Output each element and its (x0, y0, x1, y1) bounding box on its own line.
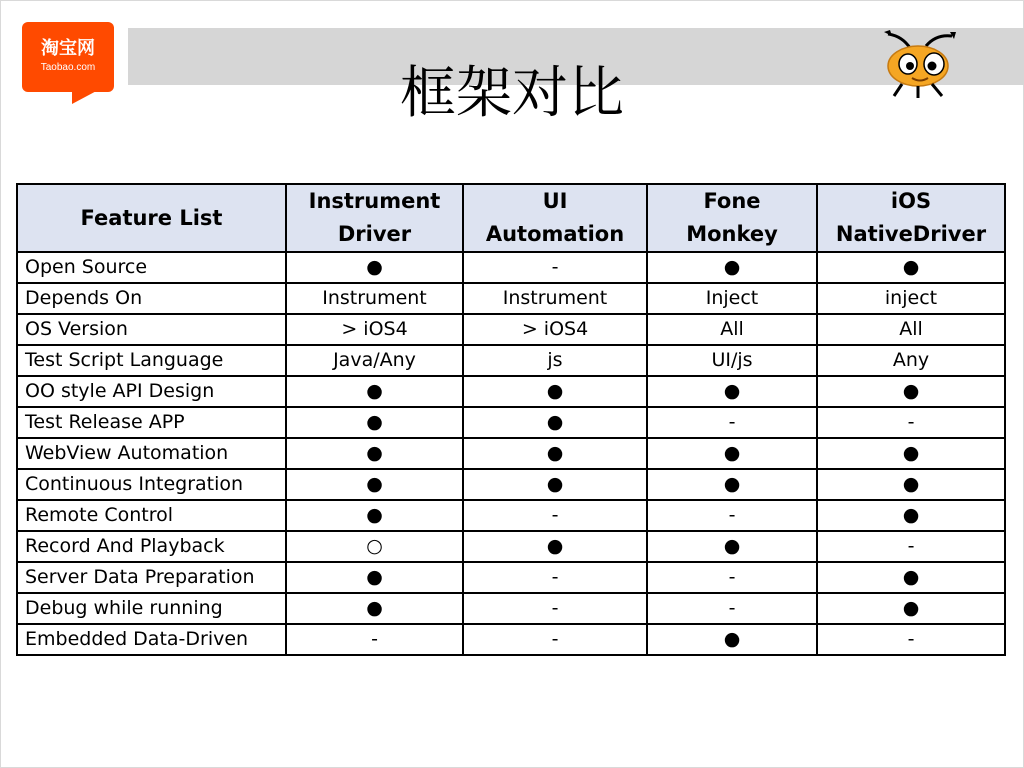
value-cell: ● (286, 407, 463, 438)
value-cell: ● (817, 252, 1005, 283)
column-header-line1: Fone (703, 189, 761, 213)
feature-cell: OS Version (17, 314, 286, 345)
column-header-feature-list (17, 184, 286, 252)
value-cell: - (817, 624, 1005, 655)
table-row (17, 252, 1005, 283)
logo-chinese-text: 淘宝网 (41, 38, 95, 59)
value-cell: ● (286, 593, 463, 624)
value-cell: ○ (286, 531, 463, 562)
value-cell: ● (286, 376, 463, 407)
feature-cell: Remote Control (17, 500, 286, 531)
table-row (17, 593, 1005, 624)
table-row (17, 531, 1005, 562)
value-cell: ● (286, 438, 463, 469)
value-cell: - (463, 624, 647, 655)
value-cell: - (463, 252, 647, 283)
value-cell: ● (817, 562, 1005, 593)
value-cell: ● (286, 562, 463, 593)
value-cell: - (463, 500, 647, 531)
feature-cell: Server Data Preparation (17, 562, 286, 593)
table-header-row (17, 184, 1005, 252)
value-cell: js (463, 345, 647, 376)
value-cell: - (817, 407, 1005, 438)
table-row (17, 407, 1005, 438)
column-header-ios-nativedriver (817, 184, 1005, 252)
value-cell: ● (286, 469, 463, 500)
table-row (17, 438, 1005, 469)
column-header-line2: Automation (485, 222, 625, 246)
value-cell: - (647, 562, 817, 593)
value-cell: - (463, 593, 647, 624)
feature-cell: Depends On (17, 283, 286, 314)
value-cell: UI/js (647, 345, 817, 376)
value-cell: ● (463, 531, 647, 562)
column-header-line2: NativeDriver (835, 222, 987, 246)
value-cell: > iOS4 (463, 314, 647, 345)
value-cell: ● (463, 407, 647, 438)
column-header-ui-automation (463, 184, 647, 252)
slide-title: 框架对比 (400, 61, 624, 126)
value-cell: Instrument (286, 283, 463, 314)
feature-cell: Embedded Data-Driven (17, 624, 286, 655)
value-cell: All (817, 314, 1005, 345)
column-header-line1: Feature List (80, 205, 223, 230)
value-cell: ● (463, 438, 647, 469)
table-row (17, 345, 1005, 376)
table-row (17, 283, 1005, 314)
column-header-instrument-driver (286, 184, 463, 252)
table-row (17, 562, 1005, 593)
value-cell: ● (647, 469, 817, 500)
feature-cell: Test Script Language (17, 345, 286, 376)
table-row (17, 314, 1005, 345)
feature-cell: Test Release APP (17, 407, 286, 438)
table-row (17, 376, 1005, 407)
value-cell: - (647, 593, 817, 624)
feature-cell: WebView Automation (17, 438, 286, 469)
table-row (17, 500, 1005, 531)
value-cell: All (647, 314, 817, 345)
value-cell: ● (647, 376, 817, 407)
value-cell: ● (647, 252, 817, 283)
value-cell: ● (817, 376, 1005, 407)
logo-english-text: Taobao.com (40, 62, 96, 73)
value-cell: Instrument (463, 283, 647, 314)
column-header-fone-monkey (647, 184, 817, 252)
table-row (17, 469, 1005, 500)
value-cell: ● (817, 593, 1005, 624)
feature-cell: Record And Playback (17, 531, 286, 562)
value-cell: - (647, 407, 817, 438)
column-header-line1: UI (542, 189, 568, 213)
value-cell: ● (463, 376, 647, 407)
value-cell: - (817, 531, 1005, 562)
value-cell: - (463, 562, 647, 593)
value-cell: ● (647, 531, 817, 562)
column-header-line1: Instrument (308, 189, 441, 213)
feature-cell: OO style API Design (17, 376, 286, 407)
column-header-line2: Driver (337, 222, 412, 246)
value-cell: - (286, 624, 463, 655)
table-row (17, 624, 1005, 655)
value-cell: ● (286, 500, 463, 531)
feature-cell: Debug while running (17, 593, 286, 624)
value-cell: ● (647, 438, 817, 469)
value-cell: ● (817, 438, 1005, 469)
value-cell: ● (817, 500, 1005, 531)
value-cell: > iOS4 (286, 314, 463, 345)
value-cell: ● (817, 469, 1005, 500)
value-cell: - (647, 500, 817, 531)
value-cell: Java/Any (286, 345, 463, 376)
framework-comparison-table (16, 183, 1006, 656)
value-cell: ● (463, 469, 647, 500)
value-cell: ● (647, 624, 817, 655)
ant-mascot-icon (880, 28, 960, 100)
value-cell: Any (817, 345, 1005, 376)
value-cell: inject (817, 283, 1005, 314)
feature-cell: Open Source (17, 252, 286, 283)
column-header-line1: iOS (890, 189, 932, 213)
value-cell: ● (286, 252, 463, 283)
column-header-line2: Monkey (686, 222, 778, 246)
feature-cell: Continuous Integration (17, 469, 286, 500)
value-cell: Inject (647, 283, 817, 314)
